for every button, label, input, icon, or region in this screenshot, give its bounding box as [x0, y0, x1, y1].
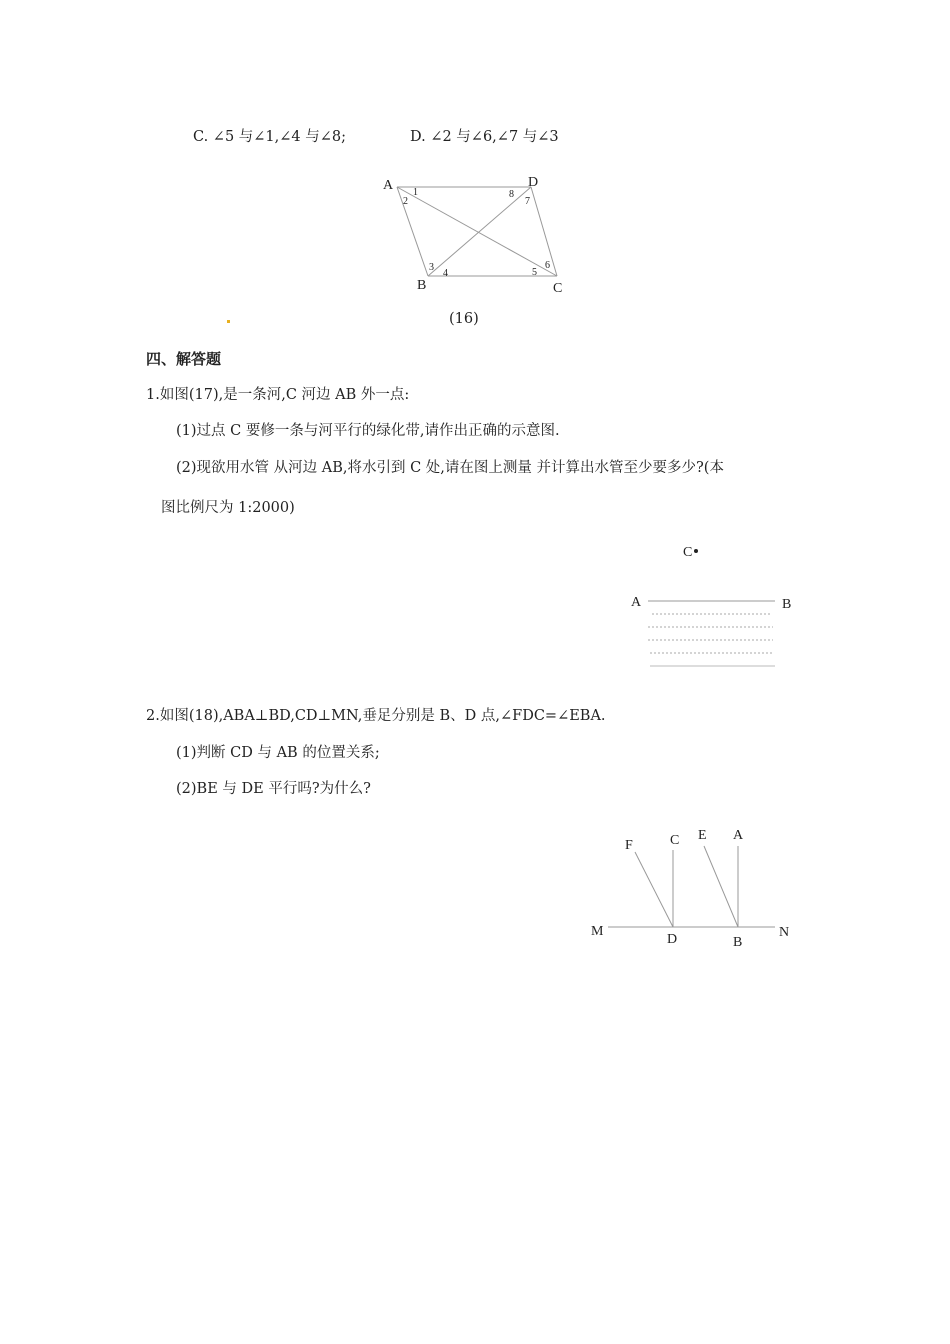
fig18-point-e: E — [698, 828, 707, 843]
figure-16-caption: (16) — [449, 311, 479, 327]
fig17-point-a: A — [631, 595, 642, 610]
q2-stem: 2.如图(18),ABA⊥BD,CD⊥MN,垂足分别是 B、D 点,∠FDC=∠EBA. — [146, 708, 606, 724]
fig17-point-c: C — [683, 545, 693, 560]
q1-part2-line2: 图比例尺为 1:2000) — [161, 500, 295, 516]
fig16-point-c: C — [553, 281, 563, 296]
fig16-angle-3: 3 — [429, 262, 434, 273]
fig16-point-d: D — [528, 175, 539, 190]
q2-part1: (1)判断 CD 与 AB 的位置关系; — [176, 745, 380, 761]
fig16-angle-7: 7 — [525, 196, 530, 207]
fig16-angle-5: 5 — [532, 267, 537, 278]
fig16-angle-8: 8 — [509, 189, 514, 200]
option-c: C. ∠5 与∠1,∠4 与∠8; — [193, 129, 347, 145]
section-title: 四、解答题 — [146, 350, 222, 368]
fig16-point-a: A — [383, 178, 394, 193]
fig18-point-b: B — [733, 935, 743, 950]
fig18-point-d: D — [667, 932, 678, 947]
q1-stem: 1.如图(17),是一条河,C 河边 AB 外一点: — [146, 387, 410, 403]
fig18-point-c: C — [670, 833, 680, 848]
option-d: D. ∠2 与∠6,∠7 与∠3 — [410, 129, 559, 145]
fig16-angle-4: 4 — [443, 268, 448, 279]
fig16-angle-6: 6 — [545, 260, 550, 271]
fig16-angle-2: 2 — [403, 196, 408, 207]
q1-part2-line1: (2)现欲用水管 从河边 AB,将水引到 C 处,请在图上测量 并计算出水管至少要多少?(本 — [176, 460, 724, 476]
fig16-point-b: B — [417, 278, 427, 293]
q2-part2: (2)BE 与 DE 平行吗?为什么? — [176, 781, 371, 797]
fig18-point-a: A — [733, 828, 744, 843]
fig16-angle-1: 1 — [413, 187, 418, 198]
fig18-point-n: N — [779, 925, 790, 940]
fig18-point-m: M — [591, 924, 604, 939]
fig17-point-b: B — [782, 597, 792, 612]
q1-part1: (1)过点 C 要修一条与河平行的绿化带,请作出正确的示意图. — [176, 423, 560, 439]
fig18-point-f: F — [625, 838, 633, 853]
